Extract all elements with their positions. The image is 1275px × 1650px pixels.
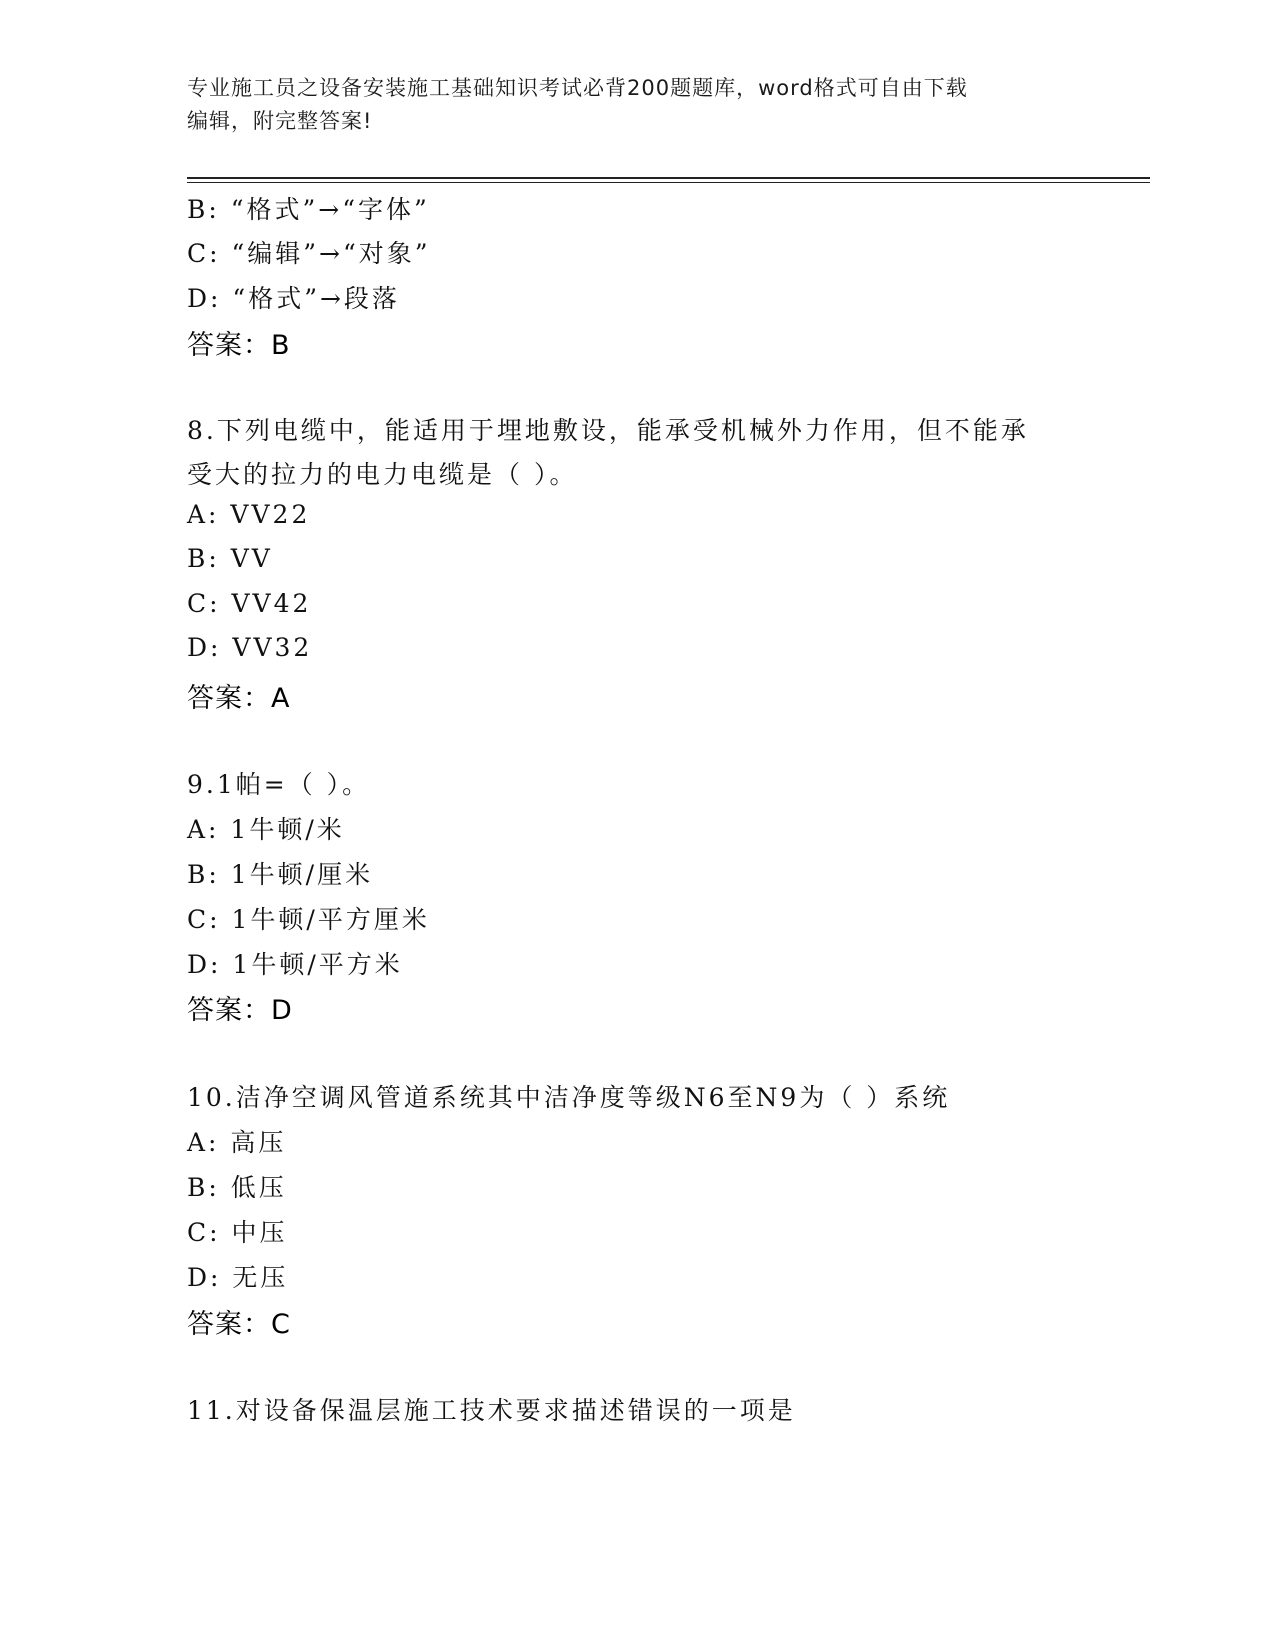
q7-option-b: B: “格式”→“字体”: [187, 195, 430, 224]
q9-stem: 9.1帕=（ ）。: [187, 770, 371, 799]
header-divider-thin: [187, 182, 1150, 183]
q9-option-a: A: 1牛顿/米: [187, 815, 345, 844]
q10-option-d: D: 无压: [187, 1263, 289, 1292]
q9-option-d: D: 1牛顿/平方米: [187, 950, 403, 979]
header-divider-thick: [187, 177, 1150, 179]
q9-option-c: C: 1牛顿/平方厘米: [187, 905, 430, 934]
q7-answer: 答案：B: [187, 330, 291, 361]
header-line-1: 专业施工员之设备安装施工基础知识考试必背200题题库，word格式可自由下载: [187, 76, 968, 100]
q8-option-b: B: VV: [187, 544, 273, 573]
q10-option-a: A: 高压: [187, 1128, 287, 1157]
header-line-2: 编辑，附完整答案!: [187, 109, 373, 133]
q8-option-c: C: VV42: [187, 589, 312, 618]
q10-option-c: C: 中压: [187, 1218, 288, 1247]
q9-option-b: B: 1牛顿/厘米: [187, 860, 374, 889]
q8-stem-line-2: 受大的拉力的电力电缆是（ ）。: [187, 460, 578, 489]
q8-stem-line-1: 8.下列电缆中，能适用于埋地敷设，能承受机械外力作用，但不能承: [187, 416, 1029, 445]
q10-answer: 答案：C: [187, 1309, 291, 1340]
q7-option-d: D: “格式”→段落: [187, 284, 400, 313]
q8-option-d: D: VV32: [187, 633, 313, 662]
q8-option-a: A: VV22: [187, 500, 311, 529]
q8-answer: 答案：A: [187, 683, 291, 714]
q9-answer: 答案：D: [187, 995, 293, 1026]
q10-stem: 10.洁净空调风管道系统其中洁净度等级N6至N9为（ ）系统: [187, 1083, 951, 1112]
document-header: [187, 72, 1087, 138]
q7-option-c: C: “编辑”→“对象”: [187, 239, 431, 268]
q11-stem: 11.对设备保温层施工技术要求描述错误的一项是: [187, 1396, 796, 1425]
q10-option-b: B: 低压: [187, 1173, 287, 1202]
